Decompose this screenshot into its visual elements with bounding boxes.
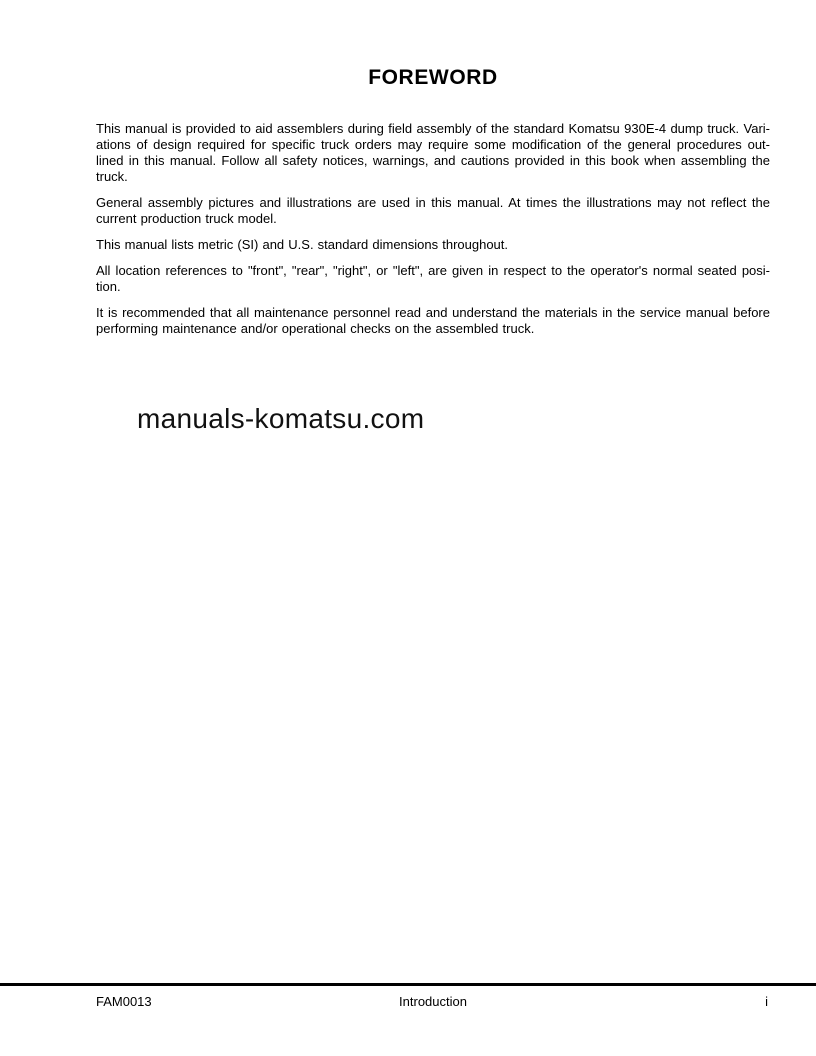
paragraph-line: ations of design required for specific truck orders may require some modification of the general procedures out- — [96, 137, 770, 152]
page-title: FOREWORD — [368, 66, 498, 89]
footer-divider — [0, 983, 816, 986]
paragraph-line: This manual is provided to aid assemblers during field assembly of the standard Komatsu 930E-4 dump truck. Vari- — [96, 121, 770, 136]
paragraph-line: lined in this manual. Follow all safety notices, warnings, and cautions provided in this book when assembling the — [96, 153, 770, 168]
paragraph — [96, 121, 770, 185]
paragraph-line: current production truck model. — [96, 211, 277, 226]
body-paragraphs — [96, 121, 770, 347]
paragraph-line: General assembly pictures and illustrations are used in this manual. At times the illustrations may not reflect the — [96, 195, 770, 210]
paragraph-line: All location references to "front", "rear", "right", or "left", are given in respect to the operator's normal seated posi- — [96, 263, 770, 278]
paragraph-line: It is recommended that all maintenance personnel read and understand the materials in the service manual before — [96, 305, 770, 320]
paragraph-line: tion. — [96, 279, 121, 294]
paragraph — [96, 195, 770, 227]
paragraph-line: truck. — [96, 169, 128, 184]
paragraph — [96, 263, 770, 295]
paragraph-line: This manual lists metric (SI) and U.S. standard dimensions throughout. — [96, 237, 509, 252]
watermark-text: manuals-komatsu.com — [137, 403, 425, 434]
footer-doc-number: FAM0013 — [96, 994, 152, 1009]
footer-page-number: i — [765, 994, 768, 1009]
paragraph — [96, 305, 770, 337]
page-footer — [96, 994, 770, 1010]
paragraph — [96, 237, 770, 253]
footer-section-title: Introduction — [399, 994, 467, 1009]
paragraph-line: performing maintenance and/or operational checks on the assembled truck. — [96, 321, 535, 336]
